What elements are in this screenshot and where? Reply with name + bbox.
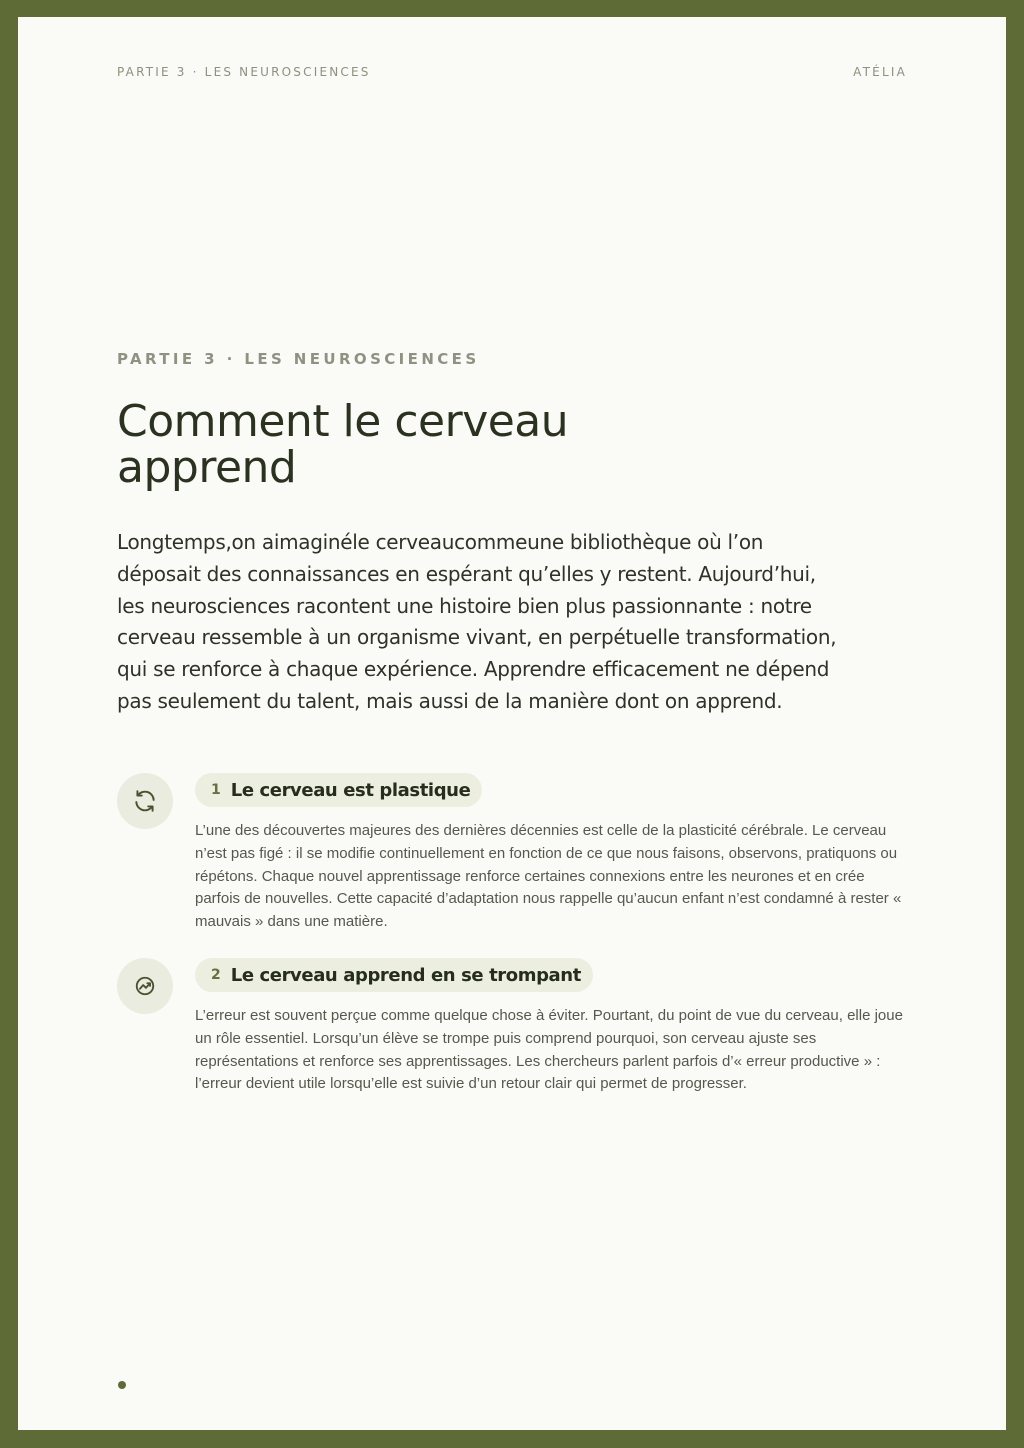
running-header	[117, 65, 907, 79]
section-number: 1	[211, 782, 221, 798]
section-body: L’erreur est souvent perçue comme quelque chose à éviter. Pourtant, du point de vue du cerveau, elle joue un rôle essentiel. Lorsqu’un élève se trompe puis comprend pourquoi, son cerveau ajuste ses représentations et renforce ses apprentissages. Les chercheurs parlent parfois d’« erreur productive » : l’erreur devient utile lorsqu’elle est suivie d’un retour clair qui permet de progresser.	[195, 1007, 903, 1093]
running-header-section: PARTIE 3 · LES NEUROSCIENCES	[117, 65, 371, 79]
section-title: Le cerveau apprend en se trompant	[230, 964, 581, 986]
footer-dot	[118, 1381, 126, 1389]
section-number: 2	[211, 967, 221, 983]
refresh-icon	[117, 773, 173, 829]
section-plasticity	[117, 773, 917, 943]
section-heading-pill	[195, 958, 593, 992]
running-header-brand: ATÉLIA	[853, 65, 907, 79]
section-body: L’une des découvertes majeures des dernières décennies est celle de la plasticité cérébrale. Le cerveau n’est pas figé : il se modifie continuellement en fonction de ce que nous faisons, observons, pratiquons ou répétons. Chaque nouvel apprentissage renforce certaines connexions entre les neurones et en crée parfois de nouvelles. Cette capacité d’adaptation nous rappelle qu’aucun enfant n’est condamné à rester « mauvais » dans une matière.	[195, 822, 902, 931]
section-errors	[117, 958, 917, 1118]
intro-paragraph: Longtemps,on aimaginéle cerveaucommeune bibliothèque où l’on déposait des connaissances en espérant qu’elles y restent. Aujourd’hui, les neurosciences racontent une histoire bien plus passionnante : notre cerveau ressemble à un organisme vivant, en perpétuelle transformation, qui se renforce à chaque expérience. Apprendre efficacement ne dépend pas seulement du talent, mais aussi de la manière dont on apprend.	[117, 530, 837, 713]
document-page	[18, 17, 1006, 1430]
section-title: Le cerveau est plastique	[230, 779, 471, 801]
trend-icon	[117, 958, 173, 1014]
section-heading-pill	[195, 773, 482, 807]
page-title: Comment le cerveau apprend	[117, 396, 569, 493]
section-eyebrow: PARTIE 3 · LES NEUROSCIENCES	[117, 350, 480, 368]
